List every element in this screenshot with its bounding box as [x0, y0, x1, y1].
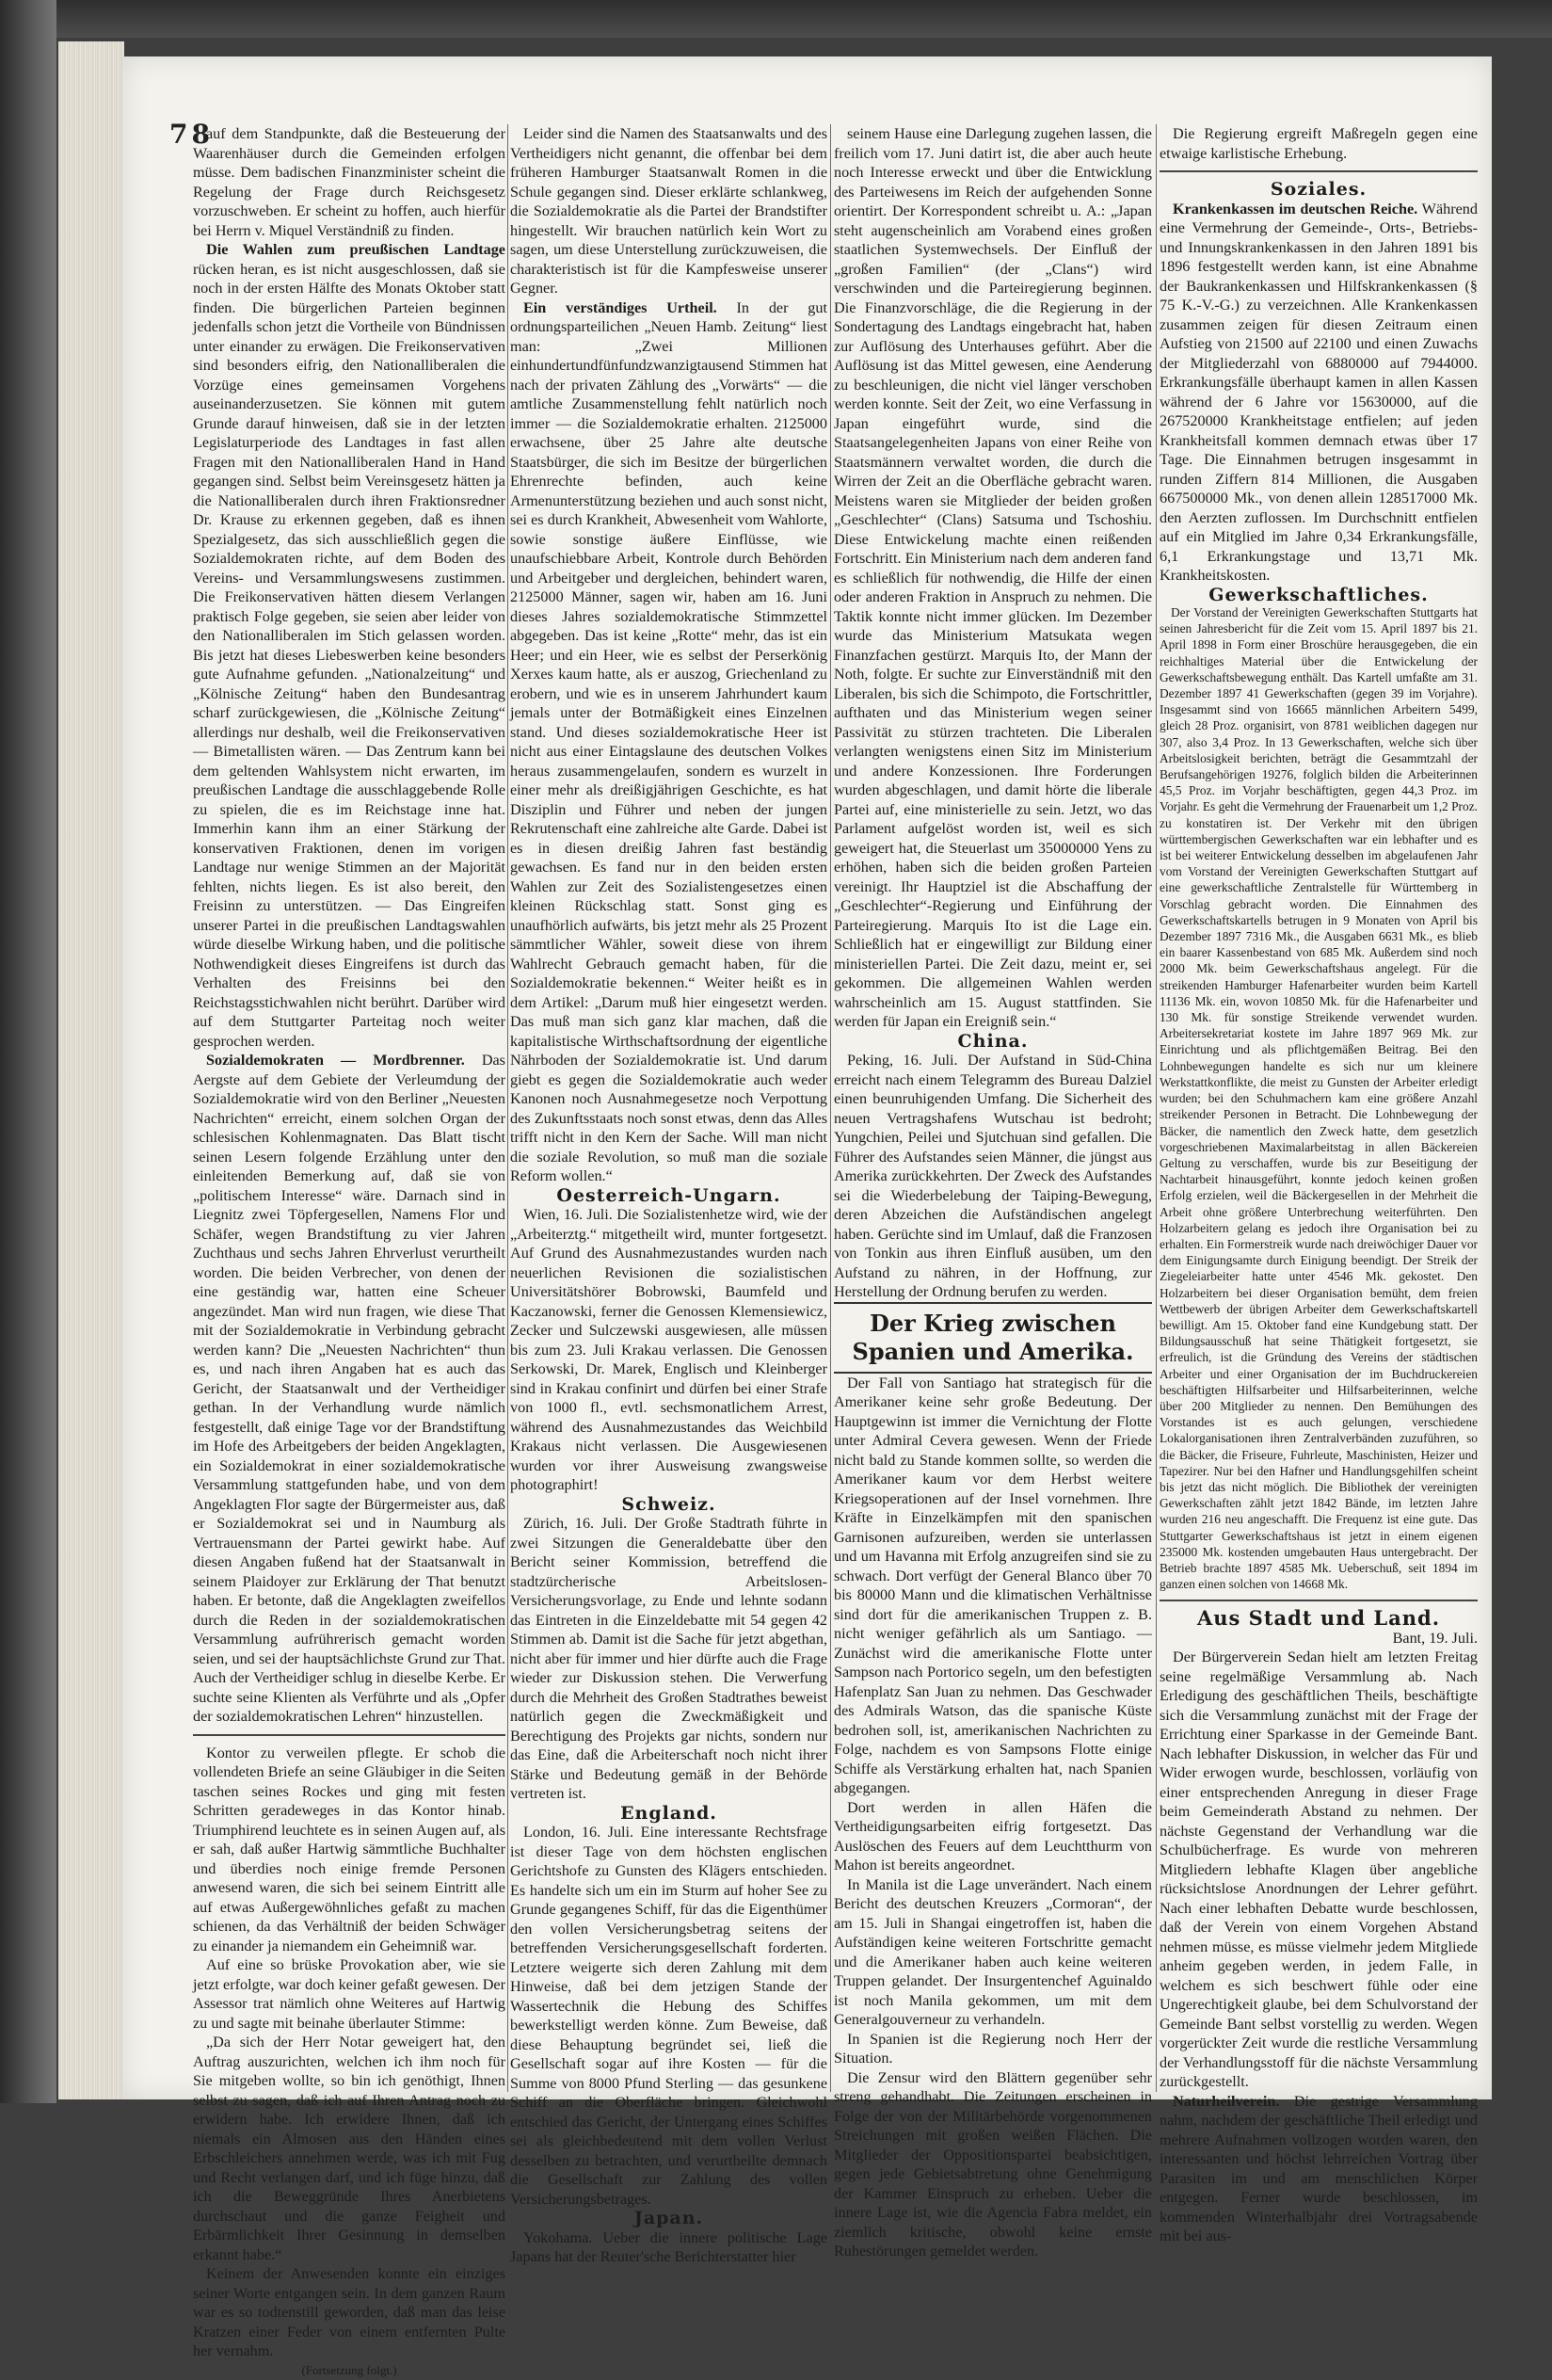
paragraph: Krankenkassen im deutschen Reiche. Während eine Vermehrung der Gemeinde-, Orts-, Betriebs- und Innungskrankenkassen in den Jahren 1891 bis 1896 festgestellt werden kann, ist eine Abnahme der Baukrankenkassen und Hilfskrankenkassen (§ 75 K.-V.-G.) zu verzeichnen. Alle Krankenkassen zusammen zeigen für diesen Zeitraum einen Aufstieg von 21500 auf 22100 und einen Zuwachs der Mitgliederzahl von 6880000 auf 7944000. Erkrankungsfälle überhaupt kamen in allen Kassen während der 6 Jahre vor 15630000, auf die 267520000 Krankheitstage entfielen; auf jeden Krankheitsfall kommen demnach etwas über 17 Tage. Die Einnahmen betrugen insgesammt in runden Ziffern 814 Millionen, die Ausgaben 667500000 Mk., von denen allein 128517000 Mk. den Aerzten zuflossen. Im Durchschnitt entfielen auf ein Mitglied im Jahre 0,34 Erkrankungsfälle, 6,1 Erkrankungstage und 13,71 Mk. Krankheitskosten. — [1160, 200, 1478, 586]
column-2 — [510, 124, 827, 2092]
paragraph: Die Wahlen zum preußischen Landtage rücken heran, es ist nicht ausgeschlossen, daß sie noch in der ersten Hälfte des Monats Oktober statt finden. Die bürgerlichen Parteien beginnen jedenfalls schon jetzt die Vortheile von Bündnissen unter einander zu erwägen. Die Freikonservativen sind besonders eifrig, den Nationalliberalen die Vorzüge eines gemeinsamen Vorgehens auseinanderzusetzen. Sie können mit gutem Grunde darauf hinweisen, daß sie in der letzten Legislaturperiode des Landtages in fast allen Fragen mit den Nationalliberalen Hand in Hand gegangen sind. Selbst beim Vereinsgesetz hätten ja die Nationalliberalen durch ihren Fraktionsredner Dr. Krause zu erkennen gegeben, daß es ihnen Spezialgesetz, das sich ausschließlich gegen die Sozialdemokraten richte, auf dem Boden des Vereins- und Versammlungswesens zustimmen. Die Freikonservativen hätten diesem Verlangen praktisch Folge gegeben, sie seien aber leider von den Nationalliberalen im Stich gelassen worden. Bis jetzt hat dieses Liebeswerben keine besonders gute Aufnahme gefunden. „Nationalzeitung“ und „Kölnische Zeitung“ haben den Bundesantrag scharf zurückgewiesen, die „Kölnische Zeitung“ allerdings nur deshalb, weil die Freikonservativen — Bimetallisten wären. — Das Zentrum kann bei dem geltenden Wahlsystem nicht erwarten, im preußischen Landtage die ausschlaggebende Rolle zu spielen, die es im Reichstage inne hat. Immerhin kann ihm an einer Stärkung der konservativen Fraktionen, denen im vorigen Landtage nur wenige Stimmen an der Majorität fehlten, nichts liegen. Es ist also bereit, den Freisinn zu unterstützen. — Das Eingreifen unserer Partei in die preußischen Landtagswahlen würde dieselbe Wirkung haben, und die politische Nothwendigkeit dieses Eingreifens ist durch das Verhalten des Freisinns bei den Reichstagsstichwahlen nicht berührt. Darüber wird auf dem Stuttgarter Parteitag noch weiter gesprochen werden. — [193, 240, 505, 1051]
paragraph: In Manila ist die Lage unverändert. Nach einem Bericht des deutschen Kreuzers „Cormoran“, der am 15. Juli in Shangai eingetroffen ist, haben die Aufständigen keine weiteren Fortschritte gemacht und die Amerikaner haben auch keine weiteren Truppen gelandet. Der Insurgentenchef Aguinaldo ist noch Manila gekommen, um mit dem Generalgouverneur zu verhandeln. — [834, 1875, 1152, 2030]
section-divider — [1160, 170, 1478, 172]
column-1 — [193, 124, 505, 2092]
main-headline: Der Krieg zwischen Spanien und Amerika. — [834, 1302, 1152, 1374]
column-4 — [1160, 124, 1478, 2092]
newspaper-page — [122, 56, 1492, 2099]
paragraph: Der Vorstand der Vereinigten Gewerkschaften Stuttgarts hat seinen Jahresbericht für die Zeit vom 15. April 1897 bis 21. April 1898 in Form einer Broschüre herausgegeben, die ein reichhaltiges Material über die Entwickelung der Gewerkschaftsbewegung enthält. Das Kartell umfaßte am 31. Dezember 1897 41 Gewerkschaften (gegen 39 im Vorjahre). Insgesammt sind von 16665 männlichen Arbeitern 5499, gleich 28 Proz. organisirt, von 8781 weiblichen dagegen nur 307, also 3,4 Proz. In 13 Gewerkschaften, welche sich über Arbeitslosigkeit berichten, beträgt die Gesammtzahl der Berufsangehörigen 19276, folglich bilden die Arbeiterinnen 45,5 Proz. im Vorjahr beschäftigten, gegen 44,3 Proz. im Vorjahr. Es geht die Vermehrung der Frauenarbeit um 1,2 Proz. zu konstatiren ist. Der Verkehr mit den übrigen württembergischen Gewerkschaften war ein lebhafter und es ist bei weiterer Entwickelung desselben im abgelaufenen Jahr vom Vorstand der Vereinigten Gewerkschaften Stuttgart auf eine gewerkschaftliche Zentralstelle für Württemberg in Vorschlag gebracht worden. Die Einnahmen des Gewerkschaftskartells betrugen in 9 Monaten von April bis Dezember 1897 7316 Mk., die Ausgaben 6631 Mk., es blieb ein baarer Kassenbestand von 685 Mk. Außerdem sind noch 2000 Mk. beim Gewerkschaftshaus angelegt. Für die streikenden Hamburger Hafenarbeiter wurden beim Kartell 11136 Mk. ein, wovon 10850 Mk. für die Hafenarbeiter und 130 Mk. für sonstige Streikende verwendet wurden. Arbeitersekretariat kostete im Jahre 1897 969 Mk. zur Einrichtung und als pflichtgemäßen Beitrag. Bei den Lohnbewegungen handelte es sich nur um kleinere Werkstattkonflikte, die meist zu Gunsten der Arbeiter erledigt wurden; bei den Schuhmachern kam eine größere Anzahl streikender Personen in Betracht. Die Lohnbewegung der Bäcker, die namentlich den Zweck hatte, dem gesetzlich vorgeschriebenen Maximalarbeitstag in allen Bäckereien Geltung zu verschaffen, wurde bis zur Beseitigung der Nachtarbeit hinausgeführt, konnte jedoch keinen großen Erfolg erzielen, weil die Bäckergesellen in der Mehrheit die Arbeit ohne größere Unterbrechung weiterführten. Den Holzarbeitern gelang es jedoch ihre Organisation bei zu erhalten. Ein Formerstreik wurde nach dreiwöchiger Dauer vor dem Einigungsamte durch Einigung beendigt. Der Streik der Ziegeleiarbeiter hatte unter 4546 Mk. gekostet. Den Holzarbeitern bei dieser Organisation bemüht, dem freien Wettbewerb der übrigen Arbeiter dem Gewerkschaftskartell bewilligt. Am 15. Oktober fand eine Kundgebung statt. Der Bildungsausschuß hat seine Thätigkeit fortgesetzt, sie erfreulich, ist die Gründung des Vereins der städtischen Arbeiter und einer Organisation der im Buchdruckereien beschäftigten Hilfsarbeiter und Hilfsarbeiterinnen, welche über 200 Mitglieder zu nennen. Den Bemühungen des Vorstandes ist es auch gelungen, verschiedene Lokalorganisationen ihren Zentralverbänden zuzuführen, so die Bäcker, die Friseure, Fuhrleute, Maschinisten, Heizer und Tapezirer. Nur bei den Hafner und Handlungsgehilfen scheint bis jetzt das nicht möglich. Die Bibliothek der vereinigten Gewerkschaften zählt jetzt 1842 Bände, im letzten Jahre wurden 216 neu angeschafft. Die Frequenz ist eine gute. Das Stuttgarter Gewerkschaftshaus ist jetzt in einem eigenen 235000 Mk. kostenden umgebauten Haus untergebracht. Der Betrieb brachte 1897 4585 Mk. Ueberschuß, seit 1894 im ganzen einen solchen von 14668 Mk. — [1160, 604, 1478, 1592]
section-heading: Oesterreich-Ungarn. — [510, 1186, 827, 1206]
paragraph: London, 16. Juli. Eine interessante Rechtsfrage ist dieser Tage von dem höchsten englischen Gerichtshofe zu Gunsten des Klägers entschieden. Es handelte sich um ein im Sturm auf hoher See zu Grunde gegangenes Schiff, für das die Eigenthümer den vollen Versicherungsbetrag seitens der betreffenden Versicherungsgesellschaft forderten. Letztere weigerte sich deren Zahlung mit dem Hinweise, daß bei dem jetzigen Stande der Wassertechnik die Hebung des Schiffes bewerkstelligt werden könne. Zum Beweise, daß diese Behauptung begründet sei, ließ die Gesellschaft sogar auf ihre Kosten — für die Summe von 8000 Pfund Sterling — das gesunkene Schiff an die Oberfläche bringen. Gleichwohl entschied das Gericht, der Untergang eines Schiffes sei als gleichbedeutend mit dem vollen Verlust desselben zu betrachten, und verurtheilte demnach die Gesellschaft zur Zahlung des vollen Versicherungsbetrages. — [510, 1823, 827, 2209]
paragraph: Sozialdemokraten — Mordbrenner. Das Aergste auf dem Gebiete der Verleumdung der Sozialdemokratie wird von den Berliner „Neuesten Nachrichten“ erreicht, einem solchen Organ der schlesischen Kohlenmagnaten. Das Blatt tischt seinen Lesern folgende Erzählung unter den einleitenden Bemerkung auf, daß sie von „politischem Interesse“ wäre. Darnach sind in Liegnitz zwei Töpfergesellen, Namens Flor und Schäfer, wegen Brandstiftung zu vier Jahren Zuchthaus und sechs Jahren Ehrverlust verurtheilt worden. Die beiden Verbrecher, von denen der eine geständig war, hatten eine Scheuer angezündet. Man wird nun fragen, wie diese That mit der Sozialdemokratie in Verbindung gebracht werden kann? Die „Neuesten Nachrichten“ thun es, und nach ihren Angaben hat es auch das Gericht, der Staatsanwalt und der Vertheidiger gethan. In der Verhandlung wurde nämlich festgestellt, daß einige Tage vor der Brandstiftung im Hofe des Arbeitgebers der beiden Angeklagten, ein Sozialdemokrat in einer sozialdemokratische Versammlung stattgefunden habe, und von dem Angeklagten Flor sagte der Bürgermeister aus, daß er Sozialdemokrat sei und in Naumburg als Vertrauensmann der Partei gewirkt habe. Auf diesen Angaben fußend hat der Staatsanwalt in seinem Plaidoyer zur Erklärung der That benutzt haben. Er betonte, daß die Angeklagten zweifellos durch die Reden in der sozialdemokratischen Versammlung aufrührerisch gemacht worden seien, und sei der hauptsächlichste Grund zur That. Auch der Vertheidiger schlug in dieselbe Kerbe. Er suchte seine Klienten als Verführte und als „Opfer der sozialdemokratischen Lehren“ hinzustellen. — [193, 1051, 505, 1727]
section-heading: Japan. — [510, 2209, 827, 2228]
dateline: Bant, 19. Juli. — [1160, 1629, 1478, 1648]
continuation-note: (Fortsetzung folgt.) — [193, 2361, 505, 2380]
paragraph: Die Regierung ergreift Maßregeln gegen eine etwaige karlistische Erhebung. — [1160, 124, 1478, 163]
scanner-top-border — [0, 0, 1552, 38]
paragraph: In Spanien ist die Regierung noch Herr der Situation. — [834, 2030, 1152, 2068]
column-divider — [830, 124, 831, 2092]
paragraph: Die Zensur wird den Blättern gegenüber sehr streng gehandhabt. Die Zeitungen erscheinen in Folge der von der Militärbehörde vorgenommenen Streichungen mit großen weißen Flächen. Die Mitglieder der Oppositionspartei beabsichtigen, gegen jede Gebietsabtretung ohne Genehmigung der Kammer Einspruch zu erheben. Ueber die innere Lage ist, wie die Agencia Fabra meldet, ein ziemlich kritische, obwohl keine ernste Ruhestörungen gemeldet werden. — [834, 2068, 1152, 2261]
section-divider — [1160, 1600, 1478, 1601]
paragraph-lead: Sozialdemokraten — Mordbrenner. — [206, 1052, 465, 1069]
paragraph-lead: Die Wahlen zum preußischen Landtage — [206, 241, 505, 258]
paragraph: Yokohama. Ueber die innere politische Lage Japans hat der Reuter'sche Berichterstatter hier — [510, 2228, 827, 2267]
paragraph-lead: Krankenkassen im deutschen Reiche. — [1173, 201, 1417, 217]
paragraph: Ein verständiges Urtheil. In der gut ordnungsparteilichen „Neuen Hamb. Zeitung“ liest man: „Zwei Millionen einhundertundfünfundzwanzigtausend Stimmen hat nach der privaten Zählung des „Vorwärts“ — die amtliche Zusammenstellung fehlt natürlich noch immer — die Sozialdemokratie erhalten. 2125000 erwachsene, über 25 Jahre alte deutsche Staatsbürger, die sich im Besitze der bürgerlichen Ehrenrechte befinden, auch keine Armenunterstützung beziehen und auch sonst nicht, sei es durch Krankheit, Abwesenheit vom Wahlorte, sowie sonstige äußere Einflüsse, wie unaufschiebbare Arbeit, Kontrole durch Behörden und Arbeitgeber und dergleichen, behindert waren, 2125000 Männer, sagen wir, haben am 16. Juni dieses Jahres sozialdemokratische Stimmzettel abgegeben. Das ist keine „Rotte“ mehr, das ist ein Heer; und ein Heer, wie es selbst der Perserkönig Xerxes kaum hatte, als er auszog, Griechenland zu erobern, und wie es in unserem Jahrhundert kaum jemals unter der Botmäßigkeit eines Einzelnen stand. Und dieses sozialdemokratische Heer ist nicht aus einer Eintagslaune des deutschen Volkes heraus zusammengelaufen, sondern es wurzelt in einer mehr als dreißigjährigen Geschichte, es hat Disziplin und Führer und neben der jungen Rekrutenschaft eine zahlreiche alte Garde. Dabei ist es in diesen dreißig Jahren fast beständig gewachsen. Es fand nur in den beiden ersten Wahlen zur Zeit des Sozialistengesetzes einen kleinen Rückschlag statt. Sonst ging es unaufhörlich aufwärts, bis jetzt mehr als 25 Prozent sämmtlicher Wähler, soweit diese von ihrem Wahlrecht Gebrauch gemacht haben, für die Sozialdemokratie bekennen.“ Weiter heißt es in dem Artikel: „Darum muß hier eingesetzt werden. Das muß man sich ganz klar machen, daß die kapitalistische Wirthschaftsordnung der eigentliche Nährboden der Sozialdemokratie ist. Und darum giebt es gegen die Sozialdemokratie auch weder Kanonen noch Ausnahmegesetze noch Verpottung des Zukunftsstaats noch sonst etwas, denn das Alles trifft nicht in den Kern der Sache. Will man nicht die soziale Revolution, so muß man die soziale Reform wollen.“ — [510, 298, 827, 1186]
section-heading: Soziales. — [1160, 180, 1478, 200]
section-heading: China. — [834, 1032, 1152, 1052]
paragraph: Wien, 16. Juli. Die Sozialistenhetze wird, wie der „Arbeiterztg.“ mitgetheilt wird, munter fortgesetzt. Auf Grund des Ausnahmezustandes wurden nach neuerlichen Revisionen die sozialistischen Universitätshörer Bobrowski, Baumfeld und Kaczanowski, ferner die Genossen Klemensiewicz, Zecker und Sulczewski ausgewiesen, alle müssen bis zum 23. Juli Krakau verlassen. Die Genossen Serkowski, Dr. Marek, Englisch und Kleinberger sind in Krakau confinirt und dürfen bei einer Strafe von 1000 fl., evtl. sechsmonatlichem Arrest, während des Ausnahmezustandes das Weichbild Krakaus nicht verlassen. Die Ausgewiesenen wurden vor ihrer Ausweisung zwangsweise photographirt! — [510, 1205, 827, 1495]
feuilleton-paragraph: Kontor zu verweilen pflegte. Er schob die vollendeten Briefe an seine Gläubiger in die Seiten taschen seines Rockes und ging mit festen Schritten geradeweges in das Kontor hinab. Triumphirend leuchtete es in seinen Augen auf, als er sah, daß außer Hartwig sämmtliche Buchhalter und überdies noch einige fremde Personen anwesend waren, die sich bei seinem Eintritt alle auf etwas Außergewöhnliches gefaßt zu machen schienen, da das Verhältniß der beiden Schwäger zu einander ja niemandem ein Geheimniß war. — [193, 1744, 505, 1956]
paragraph: Der Fall von Santiago hat strategisch für die Amerikaner keine sehr große Bedeutung. Der Hauptgewinn ist immer die Vernichtung der Flotte unter Admiral Cevera gewesen. Wenn der Friede nicht bald zu Stande kommen sollte, so werden die Amerikaner kaum vor dem Herbst weitere Kriegsoperationen auf der Insel vornehmen. Ihre Kräfte in Einzelkämpfen mit den spanischen Garnisonen aufzureiben, werden sie unterlassen und um Havanna mit Erfolg anzugreifen sind sie zu schwach. Dort verfügt der General Blanco über 70 bis 80000 Mann und die klimatischen Verhältnisse sind dort für die amerikanischen Truppen z. B. nicht weniger gefährlich als um Santiago. — Zunächst wird die amerikanische Flotte unter Sampson nach Portorico segeln, um den befestigten Hafenplatz San Juan zu nehmen. Das Geschwader des Admirals Watson, das die spanische Küste bedrohen soll, ist, amerikanischen Nachrichten zu Folge, nachdem es von Sampsons Flotte einige Schiffe als Verstärkung erhalten hat, nach Spanien abgegangen. — [834, 1374, 1152, 1798]
paragraph: Der Bürgerverein Sedan hielt am letzten Freitag seine regelmäßige Versammlung ab. Nach Erledigung des geschäftlichen Theils, beschäftigte sich die Versammlung zunächst mit der Frage der Errichtung einer Sparkasse in der Gemeinde Bant. Nach lebhafter Diskussion, in welcher das Für und Wider erwogen wurde, beschlossen, vorläufig von einer entsprechenden Anregung in dieser Frage beim Gemeinderath Abstand zu nehmen. Der nächste Gegenstand der Verhandlung war die Schulbücherfrage. Es wurde von mehreren Mitgliedern lebhafte Klagen über angebliche rücksichtslose Anordnungen der Lehrer geführt. Nach einer lebhaften Debatte wurde beschlossen, daß der Verein von einem Vorgehen Abstand nehmen müsse, es müsse vielmehr jedem Mitgliede anheim gegeben werden, in jedem Falle, in welchem es sich beschwert fühle oder eine Ungerechtigkeit glaube, bei dem Schulvorstand der Gemeinde Bant selbst vorstellig zu werden. Wegen vorgerückter Zeit wurde die restliche Versammlung der Verhandlungsstoff für die nächste Versammlung zurückgestellt. — [1160, 1648, 1478, 2092]
section-heading: England. — [510, 1804, 827, 1824]
feuilleton-paragraph: Auf eine so brüske Provokation aber, wie sie jetzt erfolgte, war doch keiner gefaßt gewesen. Der Assessor trat nämlich ohne Weiteres auf Hartwig zu und sagte mit beinahe überlauter Stimme: — [193, 1955, 505, 2033]
paragraph: Zürich, 16. Juli. Der Große Stadtrath führte in zwei Sitzungen die Generaldebatte über den Bericht seiner Kommission, betreffend die stadtzürcherische Arbeitslosen-Versicherungsvorlage, zu Ende und lehnte sodann das Eintreten in die Einzeldebatte mit 54 gegen 42 Stimmen ab. Damit ist die Sache für jetzt abgethan, nicht aber für immer und hier dürfte auch die Frage wieder zur Diskussion stehen. Die Verwerfung durch die Mehrheit des Großen Stadtrathes beweist natürlich gegen die Zweckmäßigkeit und Berechtigung des Projekts gar nichts, sondern nur das Eine, daß die Arbeiterschaft noch nicht ihrer Stärke und Bedeutung gemäß in der Behörde vertreten ist. — [510, 1514, 827, 1804]
feuilleton-paragraph: „Da sich der Herr Notar geweigert hat, den Auftrag auszurichten, welchen ich ihm noch für Sie mitgeben wollte, so bin ich genöthigt, Ihnen selbst zu sagen, daß ich auf Ihren Antrag noch zu erwidern habe. Ich erwidere Ihnen, daß ich niemals ein Almosen aus den Händen eines Erbschleichers annehmen werde, was ich mit Fug und Recht verlangen darf, und ich füge hinzu, daß ich die Beweggründe Ihres Anerbietens durchschaut und die ganze Feigheit und Erbärmlichkeit Ihrer Gesinnung in demselben erkannt habe.“ — [193, 2033, 505, 2264]
section-heading: Gewerkschaftliches. — [1160, 586, 1478, 605]
paragraph: Peking, 16. Juli. Der Aufstand in Süd-China erreicht nach einem Telegramm des Bureau Dalziel einen beunruhigenden Umfang. Die Sicherheit des neuen Vertragshafens Wutschau ist bedroht; Yungchien, Peilei und Sjutchuan sind gefallen. Die Führer des Aufstandes seien Männer, die jüngst aus Amerika zurückkehrten. Der Zweck des Aufstandes sei die Wiederbelebung der Taiping-Bewegung, deren Abzeichen die Aufständischen angelegt haben. Gerüchte sind im Umlauf, daß die Franzosen von Tonkin aus ihren Einfluß ausüben, um den Aufstand zu nähren, in der Hoffnung, zur Herstellung der Ordnung berufen zu werden. — [834, 1051, 1152, 1302]
paragraph: Leider sind die Namen des Staatsanwalts und des Vertheidigers nicht genannt, die offenbar bei dem früheren Hamburger Staatsanwalt Romen in die Schule gegangen sind. Dieser erklärte schlankweg, die Sozialdemokratie als die Partei der Brandstifter hingestellt. Wir brauchen natürlich kein Wort zu sagen, um diese Unterstellung zurückzuweisen, die charakteristisch ist für die Kampfesweise unserer Gegner. — [510, 124, 827, 298]
column-divider — [1156, 124, 1157, 2092]
paragraph: Dort werden in allen Häfen die Vertheidigungsarbeiten eifrig fortgesetzt. Das Auslöschen des Feuers auf dem Leuchtthurm von Mahon ist bereits angeordnet. — [834, 1798, 1152, 1875]
page-number: 78 — [169, 119, 214, 150]
small-print-block — [1160, 604, 1478, 1592]
paragraph-lead: Naturheilverein. — [1173, 2093, 1279, 2110]
column-3 — [834, 124, 1152, 2092]
section-heading: Aus Stadt und Land. — [1160, 1609, 1478, 1629]
column-divider — [507, 124, 508, 2092]
paragraph: auf dem Standpunkte, daß die Besteuerung der Waarenhäuser durch die Gemeinden erfolgen müsse. Dem badischen Finanzminister scheint die Regelung der Frage durch Reichsgesetz vorzuschweben. Er scheint zu hoffen, auch hierfür bei Herrn v. Miquel Verständniß zu finden. — [193, 124, 505, 240]
paragraph: seinem Hause eine Darlegung zugehen lassen, die freilich vom 17. Juni datirt ist, die aber auch heute noch Interesse erweckt und über die Entwicklung des Parteiwesens im Reich der aufgehenden Sonne orientirt. Der Korrespondent schreibt u. A.: „Japan steht augenscheinlich am Vorabend eines großen staatlichen Systemwechsels. Der Einfluß der „großen Familien“ (der „Clans“) wird verschwinden und die Parteiregierung beginnen. Die Finanzvorschläge, die die Regierung in der Sondertagung des Landtags eingebracht hat, haben zur Auflösung des Unterhauses geführt. Aber die Auflösung ist das Mittel gewesen, eine Aenderung zu beschleunigen, die nicht viel länger verschoben werden konnte. Seit der Zeit, wo eine Verfassung in Japan eingeführt wurde, sind die Staatsangelegenheiten Japans von einer Reihe von Staatsmännern verwaltet worden, die durch die Wirren der Zeit an die Oberfläche gebracht waren. Meistens waren sie Mitglieder der beiden großen „Geschlechter“ (Clans) Satsuma und Tschoshiu. Diese Entwickelung machte einen reißenden Fortschritt. Ein Ministerium nach dem anderen fand es schließlich für nothwendig, die Hilfe der einen oder anderen Fraktion in Anspruch zu nehmen. Die Taktik konnte nicht immer glücken. Im Dezember wurde das Ministerium Matsukata wegen Finanzfachen gestürzt. Marquis Ito, der Mann der Noth, folgte. Er suchte zur Einverständniß mit den Liberalen, bis sich die Schimpoto, die Fortschrittler, aufthaten und das Ministerium wegen seiner Passivität zu stürzen trachteten. Die Liberalen verlangten wenigstens einen Sitz im Ministerium und andere Konzessionen. Ihre Forderungen wurden abgeschlagen, und damit hörte die liberale Partei auf, eine ministerielle zu sein. Jetzt, wo das Parlament aufgelöst worden ist, weil es sich geweigert hat, die Steuerlast um 35000000 Yens zu erhöhen, haben sich die beiden großen Parteien vereinigt. Ihr Hauptziel ist die Abschaffung der „Geschlechter“-Regierung und Einführung der Parteiregierung. Marquis Ito ist die Lage ein. Schließlich hat er eingewilligt zur Bildung einer ministeriellen Partei. Die Zeit dazu, meint er, sei gekommen. Die allgemeinen Wahlen werden wahrscheinlich am 15. August stattfinden. Sie werden für Japan ein Ereigniß sein.“ — [834, 124, 1152, 1032]
book-page-edges — [58, 41, 124, 2099]
feuilleton-divider — [193, 1734, 505, 1736]
feuilleton-paragraph: Keinem der Anwesenden konnte ein einziges seiner Worte entgangen sein. In dem ganzen Raum war es so todtenstill geworden, daß man das leise Kratzen einer Feder von einem entfernten Pulte her vernahm. — [193, 2264, 505, 2361]
paragraph-lead: Ein verständiges Urtheil. — [523, 299, 717, 316]
scanner-left-border — [0, 0, 56, 2103]
section-heading: Schweiz. — [510, 1495, 827, 1515]
paragraph: Naturheilverein. Die gestrige Versammlung nahm, nachdem der geschäftliche Theil erledigt und mehrere Aufnahmen vollzogen worden waren, den interessanten und höchst lehrreichen Vortrag über Parasiten im und am menschlichen Körper entgegen. Ferner wurde beschlossen, im kommenden Winterhalbjahr drei Vortragsabende mit bei aus- — [1160, 2092, 1478, 2246]
